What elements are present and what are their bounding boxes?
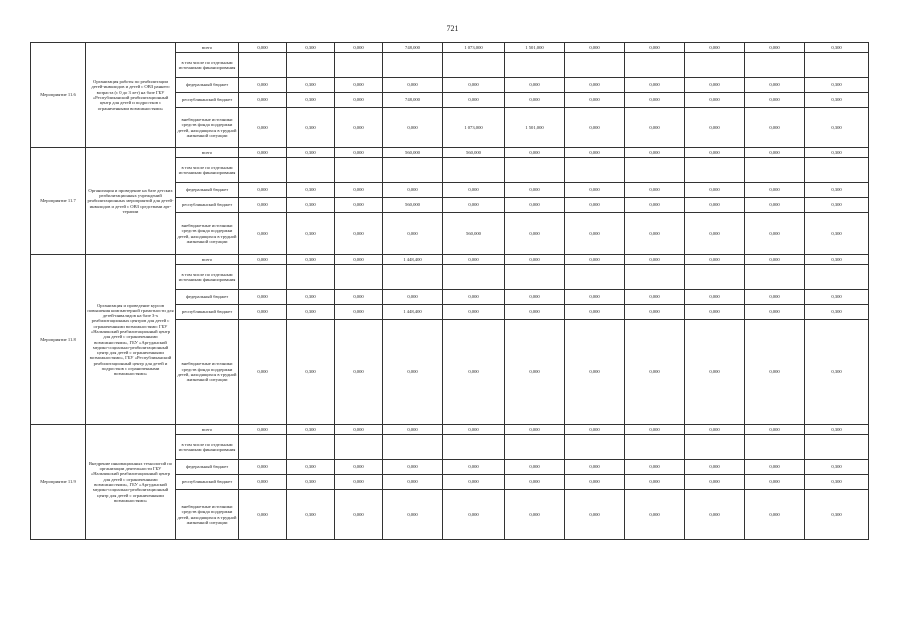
value-cell: 0,000 xyxy=(335,183,383,198)
value-cell: 0,000 xyxy=(505,93,565,108)
value-cell: 0,300 xyxy=(805,305,869,320)
table-row xyxy=(31,148,869,158)
value-cell: 0,000 xyxy=(745,78,805,93)
value-cell: 0,000 xyxy=(565,78,625,93)
value-cell: 0,000 xyxy=(625,108,685,148)
value-cell xyxy=(239,265,287,290)
value-cell xyxy=(335,53,383,78)
value-cell: 0,000 xyxy=(685,460,745,475)
value-cell: 0,300 xyxy=(805,108,869,148)
value-cell: 0,000 xyxy=(625,320,685,425)
value-cell: 0,300 xyxy=(287,198,335,213)
value-cell: 0,000 xyxy=(505,460,565,475)
value-cell: 0,000 xyxy=(505,320,565,425)
value-cell: 0,000 xyxy=(335,490,383,540)
value-cell xyxy=(505,53,565,78)
value-cell xyxy=(383,53,443,78)
value-cell: 0,300 xyxy=(805,93,869,108)
value-cell: 0,000 xyxy=(685,425,745,435)
value-cell: 0,000 xyxy=(443,198,505,213)
funding-source-cell: в том числе по отдельным источникам финансирования xyxy=(176,158,239,183)
value-cell: 0,000 xyxy=(335,320,383,425)
funding-source-cell: республиканский бюджет xyxy=(176,475,239,490)
value-cell: 0,000 xyxy=(565,460,625,475)
value-cell xyxy=(565,53,625,78)
value-cell: 0,000 xyxy=(625,255,685,265)
measure-cell: Мероприятие 11.7 xyxy=(31,148,86,255)
value-cell: 0,000 xyxy=(335,43,383,53)
value-cell: 0,000 xyxy=(625,425,685,435)
value-cell: 0,000 xyxy=(383,320,443,425)
value-cell: 1 448,400 xyxy=(383,305,443,320)
value-cell: 0,000 xyxy=(625,213,685,255)
value-cell: 0,000 xyxy=(745,255,805,265)
funding-source-cell: внебюджетные источники средств фонда поддержки детей, находящихся в трудной жизненной ситуации xyxy=(176,490,239,540)
value-cell: 0,000 xyxy=(335,305,383,320)
value-cell: 0,300 xyxy=(287,490,335,540)
value-cell: 0,000 xyxy=(565,43,625,53)
value-cell: 0,000 xyxy=(335,93,383,108)
value-cell xyxy=(335,435,383,460)
value-cell: 0,000 xyxy=(239,305,287,320)
value-cell xyxy=(625,265,685,290)
value-cell xyxy=(625,435,685,460)
value-cell xyxy=(565,435,625,460)
value-cell xyxy=(287,53,335,78)
value-cell: 0,000 xyxy=(505,183,565,198)
value-cell: 0,000 xyxy=(505,425,565,435)
value-cell: 0,000 xyxy=(745,108,805,148)
value-cell xyxy=(239,158,287,183)
value-cell xyxy=(565,158,625,183)
value-cell: 1 448,400 xyxy=(383,255,443,265)
value-cell xyxy=(505,265,565,290)
value-cell: 0,000 xyxy=(745,460,805,475)
value-cell: 0,300 xyxy=(805,148,869,158)
value-cell xyxy=(745,435,805,460)
value-cell: 0,000 xyxy=(335,475,383,490)
value-cell: 0,300 xyxy=(805,490,869,540)
value-cell xyxy=(443,158,505,183)
value-cell: 0,300 xyxy=(805,198,869,213)
value-cell: 0,000 xyxy=(239,78,287,93)
value-cell: 0,000 xyxy=(625,93,685,108)
value-cell xyxy=(443,435,505,460)
value-cell: 0,000 xyxy=(335,148,383,158)
funding-source-cell: в том числе по отдельным источникам финансирования xyxy=(176,265,239,290)
value-cell: 0,300 xyxy=(287,213,335,255)
value-cell: 0,000 xyxy=(505,305,565,320)
value-cell xyxy=(443,265,505,290)
value-cell: 0,000 xyxy=(625,183,685,198)
value-cell: 0,000 xyxy=(625,290,685,305)
value-cell: 0,000 xyxy=(443,183,505,198)
funding-source-cell: всего xyxy=(176,148,239,158)
value-cell xyxy=(625,53,685,78)
table-row xyxy=(31,43,869,53)
value-cell: 0,000 xyxy=(239,183,287,198)
funding-source-cell: республиканский бюджет xyxy=(176,93,239,108)
value-cell: 0,300 xyxy=(287,148,335,158)
value-cell: 0,000 xyxy=(625,475,685,490)
value-cell: 0,000 xyxy=(505,198,565,213)
table-row xyxy=(31,425,869,435)
value-cell: 0,000 xyxy=(625,78,685,93)
value-cell: 0,000 xyxy=(505,490,565,540)
budget-table xyxy=(30,42,869,540)
value-cell: 748,000 xyxy=(383,93,443,108)
value-cell: 560,000 xyxy=(383,148,443,158)
value-cell: 0,300 xyxy=(287,305,335,320)
value-cell: 0,000 xyxy=(685,43,745,53)
value-cell xyxy=(383,158,443,183)
value-cell xyxy=(239,53,287,78)
value-cell: 0,000 xyxy=(745,93,805,108)
value-cell: 0,300 xyxy=(287,425,335,435)
value-cell: 0,000 xyxy=(685,255,745,265)
value-cell: 0,000 xyxy=(383,213,443,255)
value-cell: 0,000 xyxy=(383,108,443,148)
value-cell: 0,300 xyxy=(805,78,869,93)
value-cell xyxy=(505,435,565,460)
value-cell: 0,000 xyxy=(383,290,443,305)
value-cell: 0,000 xyxy=(745,425,805,435)
value-cell: 0,000 xyxy=(443,490,505,540)
value-cell: 0,000 xyxy=(565,108,625,148)
value-cell: 0,300 xyxy=(287,108,335,148)
value-cell xyxy=(685,435,745,460)
value-cell: 0,000 xyxy=(239,320,287,425)
value-cell: 0,000 xyxy=(685,320,745,425)
value-cell: 0,000 xyxy=(443,255,505,265)
value-cell: 0,000 xyxy=(505,475,565,490)
value-cell: 0,300 xyxy=(287,255,335,265)
value-cell: 0,000 xyxy=(565,320,625,425)
value-cell xyxy=(383,435,443,460)
value-cell: 748,000 xyxy=(383,43,443,53)
value-cell: 0,000 xyxy=(335,425,383,435)
value-cell: 0,000 xyxy=(383,183,443,198)
value-cell: 0,000 xyxy=(239,290,287,305)
value-cell: 0,000 xyxy=(565,148,625,158)
value-cell: 0,000 xyxy=(745,320,805,425)
page-number: 721 xyxy=(446,24,459,33)
value-cell: 0,300 xyxy=(287,475,335,490)
value-cell: 0,000 xyxy=(443,475,505,490)
value-cell: 0,300 xyxy=(805,460,869,475)
measure-name-cell: Организация и проведение на базе детских реабилитационных учреждений реабилитационных мероприятий для детей-инвалидов и детей с ОВЗ средствами арт-терапии xyxy=(86,148,176,255)
funding-source-cell: федеральный бюджет xyxy=(176,183,239,198)
value-cell: 0,000 xyxy=(239,475,287,490)
funding-source-cell: внебюджетные источники средств фонда поддержки детей, находящихся в трудной жизненной ситуации xyxy=(176,108,239,148)
value-cell: 0,000 xyxy=(443,93,505,108)
value-cell xyxy=(805,53,869,78)
value-cell: 0,000 xyxy=(239,43,287,53)
funding-source-cell: в том числе по отдельным источникам финансирования xyxy=(176,435,239,460)
value-cell xyxy=(745,158,805,183)
value-cell: 0,300 xyxy=(287,320,335,425)
value-cell: 0,300 xyxy=(805,320,869,425)
value-cell: 0,000 xyxy=(685,290,745,305)
value-cell: 0,000 xyxy=(383,490,443,540)
value-cell: 0,000 xyxy=(565,183,625,198)
value-cell: 0,000 xyxy=(685,475,745,490)
value-cell xyxy=(383,265,443,290)
value-cell: 0,000 xyxy=(745,305,805,320)
value-cell: 0,000 xyxy=(565,305,625,320)
funding-source-cell: внебюджетные источники средств фонда поддержки детей, находящихся в трудной жизненной ситуации xyxy=(176,320,239,425)
value-cell xyxy=(805,158,869,183)
value-cell: 0,300 xyxy=(805,213,869,255)
funding-source-cell: всего xyxy=(176,255,239,265)
measure-name-cell: Организация работы по реабилитации детей-инвалидов и детей с ОВЗ раннего возраста (с 0 до 3 лет) на базе ГБУ «Республиканский реабилитационный центр для детей и подростков с ограниченными возможностями» xyxy=(86,43,176,148)
value-cell: 0,000 xyxy=(383,460,443,475)
value-cell xyxy=(335,265,383,290)
value-cell: 0,000 xyxy=(625,305,685,320)
value-cell xyxy=(287,158,335,183)
funding-source-cell: внебюджетные источники средств фонда поддержки детей, находящихся в трудной жизненной ситуации xyxy=(176,213,239,255)
value-cell: 0,000 xyxy=(383,78,443,93)
value-cell: 0,000 xyxy=(505,290,565,305)
funding-source-cell: всего xyxy=(176,425,239,435)
value-cell: 0,000 xyxy=(745,198,805,213)
value-cell: 0,000 xyxy=(335,108,383,148)
value-cell: 0,000 xyxy=(239,198,287,213)
value-cell: 0,000 xyxy=(505,78,565,93)
measure-cell: Мероприятие 11.9 xyxy=(31,425,86,540)
measure-cell: Мероприятие 11.8 xyxy=(31,255,86,425)
value-cell: 0,000 xyxy=(685,305,745,320)
value-cell: 1 501,000 xyxy=(505,43,565,53)
value-cell: 0,000 xyxy=(505,148,565,158)
value-cell: 0,300 xyxy=(287,460,335,475)
value-cell: 0,000 xyxy=(565,475,625,490)
value-cell: 0,000 xyxy=(565,213,625,255)
value-cell xyxy=(745,265,805,290)
value-cell: 0,000 xyxy=(505,213,565,255)
table-row xyxy=(31,255,869,265)
funding-source-cell: федеральный бюджет xyxy=(176,290,239,305)
value-cell: 0,000 xyxy=(745,290,805,305)
funding-source-cell: всего xyxy=(176,43,239,53)
value-cell: 0,000 xyxy=(239,255,287,265)
value-cell: 0,000 xyxy=(685,78,745,93)
value-cell xyxy=(805,265,869,290)
measure-cell: Мероприятие 11.6 xyxy=(31,43,86,148)
value-cell: 0,300 xyxy=(287,78,335,93)
value-cell: 0,000 xyxy=(685,108,745,148)
value-cell: 0,300 xyxy=(805,290,869,305)
value-cell: 0,000 xyxy=(335,255,383,265)
value-cell xyxy=(287,265,335,290)
value-cell: 0,000 xyxy=(443,290,505,305)
value-cell: 0,000 xyxy=(745,148,805,158)
value-cell: 0,000 xyxy=(625,490,685,540)
value-cell: 0,000 xyxy=(745,475,805,490)
value-cell: 0,000 xyxy=(625,43,685,53)
value-cell: 0,000 xyxy=(565,490,625,540)
value-cell: 0,000 xyxy=(685,198,745,213)
value-cell xyxy=(565,265,625,290)
value-cell: 0,000 xyxy=(239,108,287,148)
value-cell: 0,000 xyxy=(625,460,685,475)
value-cell: 0,000 xyxy=(685,183,745,198)
value-cell: 0,000 xyxy=(685,148,745,158)
value-cell xyxy=(805,435,869,460)
value-cell: 0,000 xyxy=(745,43,805,53)
value-cell: 0,000 xyxy=(443,320,505,425)
value-cell: 0,000 xyxy=(443,78,505,93)
value-cell: 0,000 xyxy=(685,213,745,255)
value-cell: 0,000 xyxy=(383,475,443,490)
value-cell: 0,300 xyxy=(805,425,869,435)
value-cell: 0,000 xyxy=(745,183,805,198)
value-cell xyxy=(625,158,685,183)
value-cell xyxy=(287,435,335,460)
value-cell: 0,000 xyxy=(565,255,625,265)
value-cell xyxy=(443,53,505,78)
value-cell: 560,000 xyxy=(383,198,443,213)
value-cell: 0,300 xyxy=(287,183,335,198)
funding-source-cell: федеральный бюджет xyxy=(176,78,239,93)
value-cell xyxy=(335,158,383,183)
value-cell: 0,300 xyxy=(805,183,869,198)
value-cell xyxy=(685,158,745,183)
value-cell: 0,000 xyxy=(239,490,287,540)
value-cell: 0,000 xyxy=(443,425,505,435)
value-cell: 1 073,000 xyxy=(443,108,505,148)
value-cell: 0,000 xyxy=(565,93,625,108)
value-cell: 0,000 xyxy=(239,148,287,158)
value-cell: 0,000 xyxy=(565,425,625,435)
value-cell: 0,000 xyxy=(685,490,745,540)
value-cell xyxy=(505,158,565,183)
funding-source-cell: республиканский бюджет xyxy=(176,198,239,213)
value-cell: 0,300 xyxy=(287,93,335,108)
value-cell: 0,000 xyxy=(443,460,505,475)
value-cell: 0,000 xyxy=(335,290,383,305)
value-cell: 0,000 xyxy=(625,148,685,158)
value-cell: 0,000 xyxy=(625,198,685,213)
value-cell: 0,300 xyxy=(805,255,869,265)
value-cell: 1 073,000 xyxy=(443,43,505,53)
value-cell: 0,000 xyxy=(505,255,565,265)
value-cell: 0,000 xyxy=(443,305,505,320)
value-cell: 0,000 xyxy=(685,93,745,108)
value-cell: 0,000 xyxy=(239,460,287,475)
value-cell: 0,300 xyxy=(805,43,869,53)
value-cell: 0,000 xyxy=(335,78,383,93)
value-cell: 0,300 xyxy=(287,43,335,53)
value-cell: 0,000 xyxy=(745,213,805,255)
value-cell: 0,000 xyxy=(383,425,443,435)
value-cell xyxy=(685,53,745,78)
value-cell: 0,300 xyxy=(287,290,335,305)
value-cell xyxy=(745,53,805,78)
value-cell: 0,000 xyxy=(239,93,287,108)
measure-name-cell: Внедрение инновационных технологий по организации деятельности ГБУ «Нальчикский реабилитационный центр для детей с ограниченными возможностями», ГБУ «Аргуданский медико-социально-реабилитационный центр для детей с ограниченными возможностями» xyxy=(86,425,176,540)
value-cell: 560,000 xyxy=(443,148,505,158)
value-cell: 1 501,000 xyxy=(505,108,565,148)
value-cell: 0,000 xyxy=(239,425,287,435)
value-cell: 0,000 xyxy=(335,213,383,255)
value-cell xyxy=(685,265,745,290)
funding-source-cell: республиканский бюджет xyxy=(176,305,239,320)
funding-source-cell: в том числе по отдельным источникам финансирования xyxy=(176,53,239,78)
value-cell: 0,000 xyxy=(565,198,625,213)
funding-source-cell: федеральный бюджет xyxy=(176,460,239,475)
value-cell: 0,300 xyxy=(805,475,869,490)
value-cell: 0,000 xyxy=(239,213,287,255)
value-cell xyxy=(239,435,287,460)
value-cell: 560,000 xyxy=(443,213,505,255)
value-cell: 0,000 xyxy=(745,490,805,540)
value-cell: 0,000 xyxy=(335,198,383,213)
value-cell: 0,000 xyxy=(565,290,625,305)
value-cell: 0,000 xyxy=(335,460,383,475)
measure-name-cell: Организация и проведение курсов повышения компьютерной грамотности для детей-инвалидов на базе 3-х реабилитационных центров для детей с ограниченными возможностями: ГБУ «Нальчикский реабилитационный центр для детей с ограниченными возможностями», ГБУ «Аргуданский медико-социально-реабилитационный центр для детей с ограниченными возможностями», ГБУ «Республиканский реабилитационный центр для детей и подростков с ограниченными возможностями» xyxy=(86,255,176,425)
